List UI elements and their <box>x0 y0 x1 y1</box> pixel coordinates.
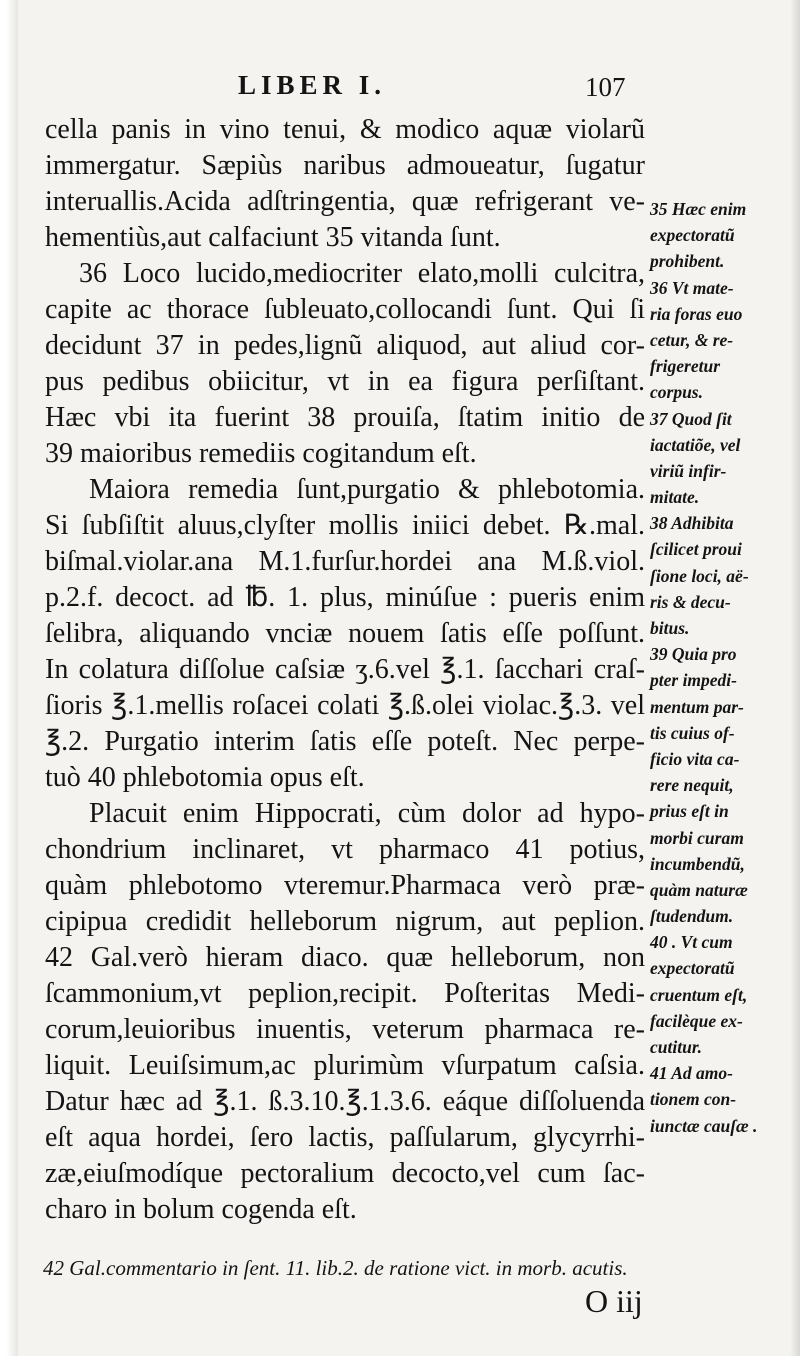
text-line: quàm phlebotomo vteremur.Pharmaca verò præ- <box>45 870 645 901</box>
text-line: corum,leuioribus inuentis, veterum pharmaca re- <box>45 1014 645 1045</box>
text-line: 39 maioribus remediis cogitandum eſt. <box>45 438 477 469</box>
margin-note-line: mitate. <box>650 487 700 508</box>
margin-note-line: pter impedi- <box>650 670 737 691</box>
margin-note-line: expectoratũ <box>650 958 735 979</box>
main-text-column <box>45 112 645 1228</box>
text-line: immergatur. Sæpiùs naribus admoueatur, ſugatur <box>45 150 645 181</box>
margin-note-line: quàm naturæ <box>650 879 748 900</box>
margin-note-line: 35 Hæc enim <box>650 199 747 219</box>
margin-note-line: ris & decu- <box>650 591 731 612</box>
text-line: interuallis.Acida adſtringentia, quæ refrigerant ve- <box>45 186 645 217</box>
margin-note-line: cetur, & re- <box>650 329 734 350</box>
margin-note-line: tis cuius of- <box>650 722 735 743</box>
text-line: chondrium inclinaret, vt pharmaco 41 potius, <box>45 834 645 865</box>
text-line: ſcammonium,vt peplion,recipit. Poſteritas Medi- <box>45 978 645 1009</box>
text-line: 42 Gal.verò hieram diaco. quæ helleborum, non <box>45 942 645 973</box>
text-line: Datur hæc ad ℥.1. ß.3.10.℥.1.3.6. eáque diſſoluenda <box>45 1086 645 1117</box>
text-line: hementiùs,aut calfaciunt 35 vitanda ſunt. <box>45 222 501 253</box>
text-line: ſioris ℥.1.mellis roſacei colati ℥.ß.olei violac.℥.3. vel <box>45 690 645 721</box>
margin-note-line: iactatiõe, vel <box>650 434 741 455</box>
text-line: Maiora remedia ſunt,purgatio & phlebotomia. <box>89 474 645 505</box>
page-number: 107 <box>585 72 626 102</box>
margin-note-line: 40 . Vt cum <box>650 932 733 953</box>
text-line: biſmal.violar.ana M.1.furſur.hordei ana M.ß.viol. <box>45 546 645 577</box>
margin-note-line: ficio vita ca- <box>650 748 740 769</box>
margin-note-line: mentum par- <box>650 696 744 717</box>
text-line: In colatura diſſolue caſsiæ ʒ.6.vel ℥.1. ſacchari craſ- <box>45 654 645 685</box>
margin-note-line: tionem con- <box>650 1089 737 1110</box>
text-line: eſt aqua hordei, ſero lactis, paſſularum, glycyrrhi- <box>45 1122 645 1153</box>
margin-note-line: prius eſt in <box>650 801 729 822</box>
text-line: ſelibra, aliquando vnciæ nouem ſatis eſſe poſſunt. <box>45 618 645 649</box>
text-line: p.2.f. decoct. ad ℔. 1. plus, minúſue : pueris enim <box>45 582 645 613</box>
margin-note-line: expectoratũ <box>650 225 735 246</box>
text-line: decidunt 37 in pedes,lignũ aliquod, aut aliud cor- <box>45 330 645 361</box>
page-header <box>0 70 800 110</box>
margin-note-line: corpus. <box>650 382 703 403</box>
margin-note-line: ſtudendum. <box>650 906 734 927</box>
text-line: tuò 40 phlebotomia opus eſt. <box>45 762 365 793</box>
text-line: Placuit enim Hippocrati, cùm dolor ad hypo- <box>89 798 645 829</box>
marginal-notes <box>650 196 792 1139</box>
text-line: Si ſubſiſtit aluus,clyſter mollis iniici debet. ℞.mal. <box>45 510 645 541</box>
margin-note-line: rere nequit, <box>650 775 734 796</box>
margin-note-line: 41 Ad amo- <box>650 1063 733 1084</box>
margin-note-line: prohibent. <box>650 251 725 272</box>
margin-note-line: frigeretur <box>650 356 720 377</box>
text-line: ℥.2. Purgatio interim ſatis eſſe poteſt. Nec perpe- <box>45 726 645 757</box>
margin-note-line: ſcilicet proui <box>650 539 742 560</box>
margin-note-line: facilèque ex- <box>650 1010 743 1031</box>
margin-note-line: 39 Quia pro <box>650 644 737 665</box>
margin-note-line: 38 Adhibita <box>650 513 734 534</box>
signature-mark: O iij <box>585 1283 643 1319</box>
margin-note-line: incumbendũ, <box>650 853 745 874</box>
margin-note-line: cruentum eſt, <box>650 984 748 1005</box>
margin-note-line: viriũ infir- <box>650 460 727 481</box>
text-line: pus pedibus obiicitur, vt in ea figura perſiſtant. <box>45 366 645 397</box>
running-title: LIBER I. <box>238 70 387 100</box>
margin-note-line: cutitur. <box>650 1037 703 1057</box>
footnote: 42 Gal.commentario in ſent. 11. lib.2. de ratione vict. in morb. acutis. <box>43 1256 628 1280</box>
margin-note-line: iunctæ cauſæ . <box>650 1115 758 1136</box>
text-line: charo in bolum cogenda eſt. <box>45 1194 357 1225</box>
text-line: liquit. Leuiſsimum,ac plurimùm vſurpatum caſsia. <box>45 1050 645 1081</box>
text-line: cipipua credidit helleborum nigrum, aut peplion. <box>45 906 645 937</box>
text-line: zæ,eiuſmodíque pectoralium decocto,vel cum ſac- <box>45 1158 645 1189</box>
margin-note-line: 36 Vt mate- <box>650 277 734 298</box>
margin-note-line: ria foras euo <box>650 303 743 324</box>
text-line: Hæc vbi ita fuerint 38 prouiſa, ſtatim initio de <box>45 402 645 433</box>
text-line: capite ac thorace ſubleuato,collocandi ſunt. Qui ſi <box>45 294 645 325</box>
margin-note-line: ſione loci, aë- <box>650 565 749 586</box>
text-line: 36 Loco lucido,mediocriter elato,molli culcitra, <box>79 258 645 289</box>
margin-note-line: bitus. <box>650 618 690 638</box>
margin-note-line: 37 Quod ſit <box>650 408 732 429</box>
margin-note-line: morbi curam <box>650 827 744 848</box>
text-line: cella panis in vino tenui, & modico aquæ violarũ <box>45 114 645 145</box>
